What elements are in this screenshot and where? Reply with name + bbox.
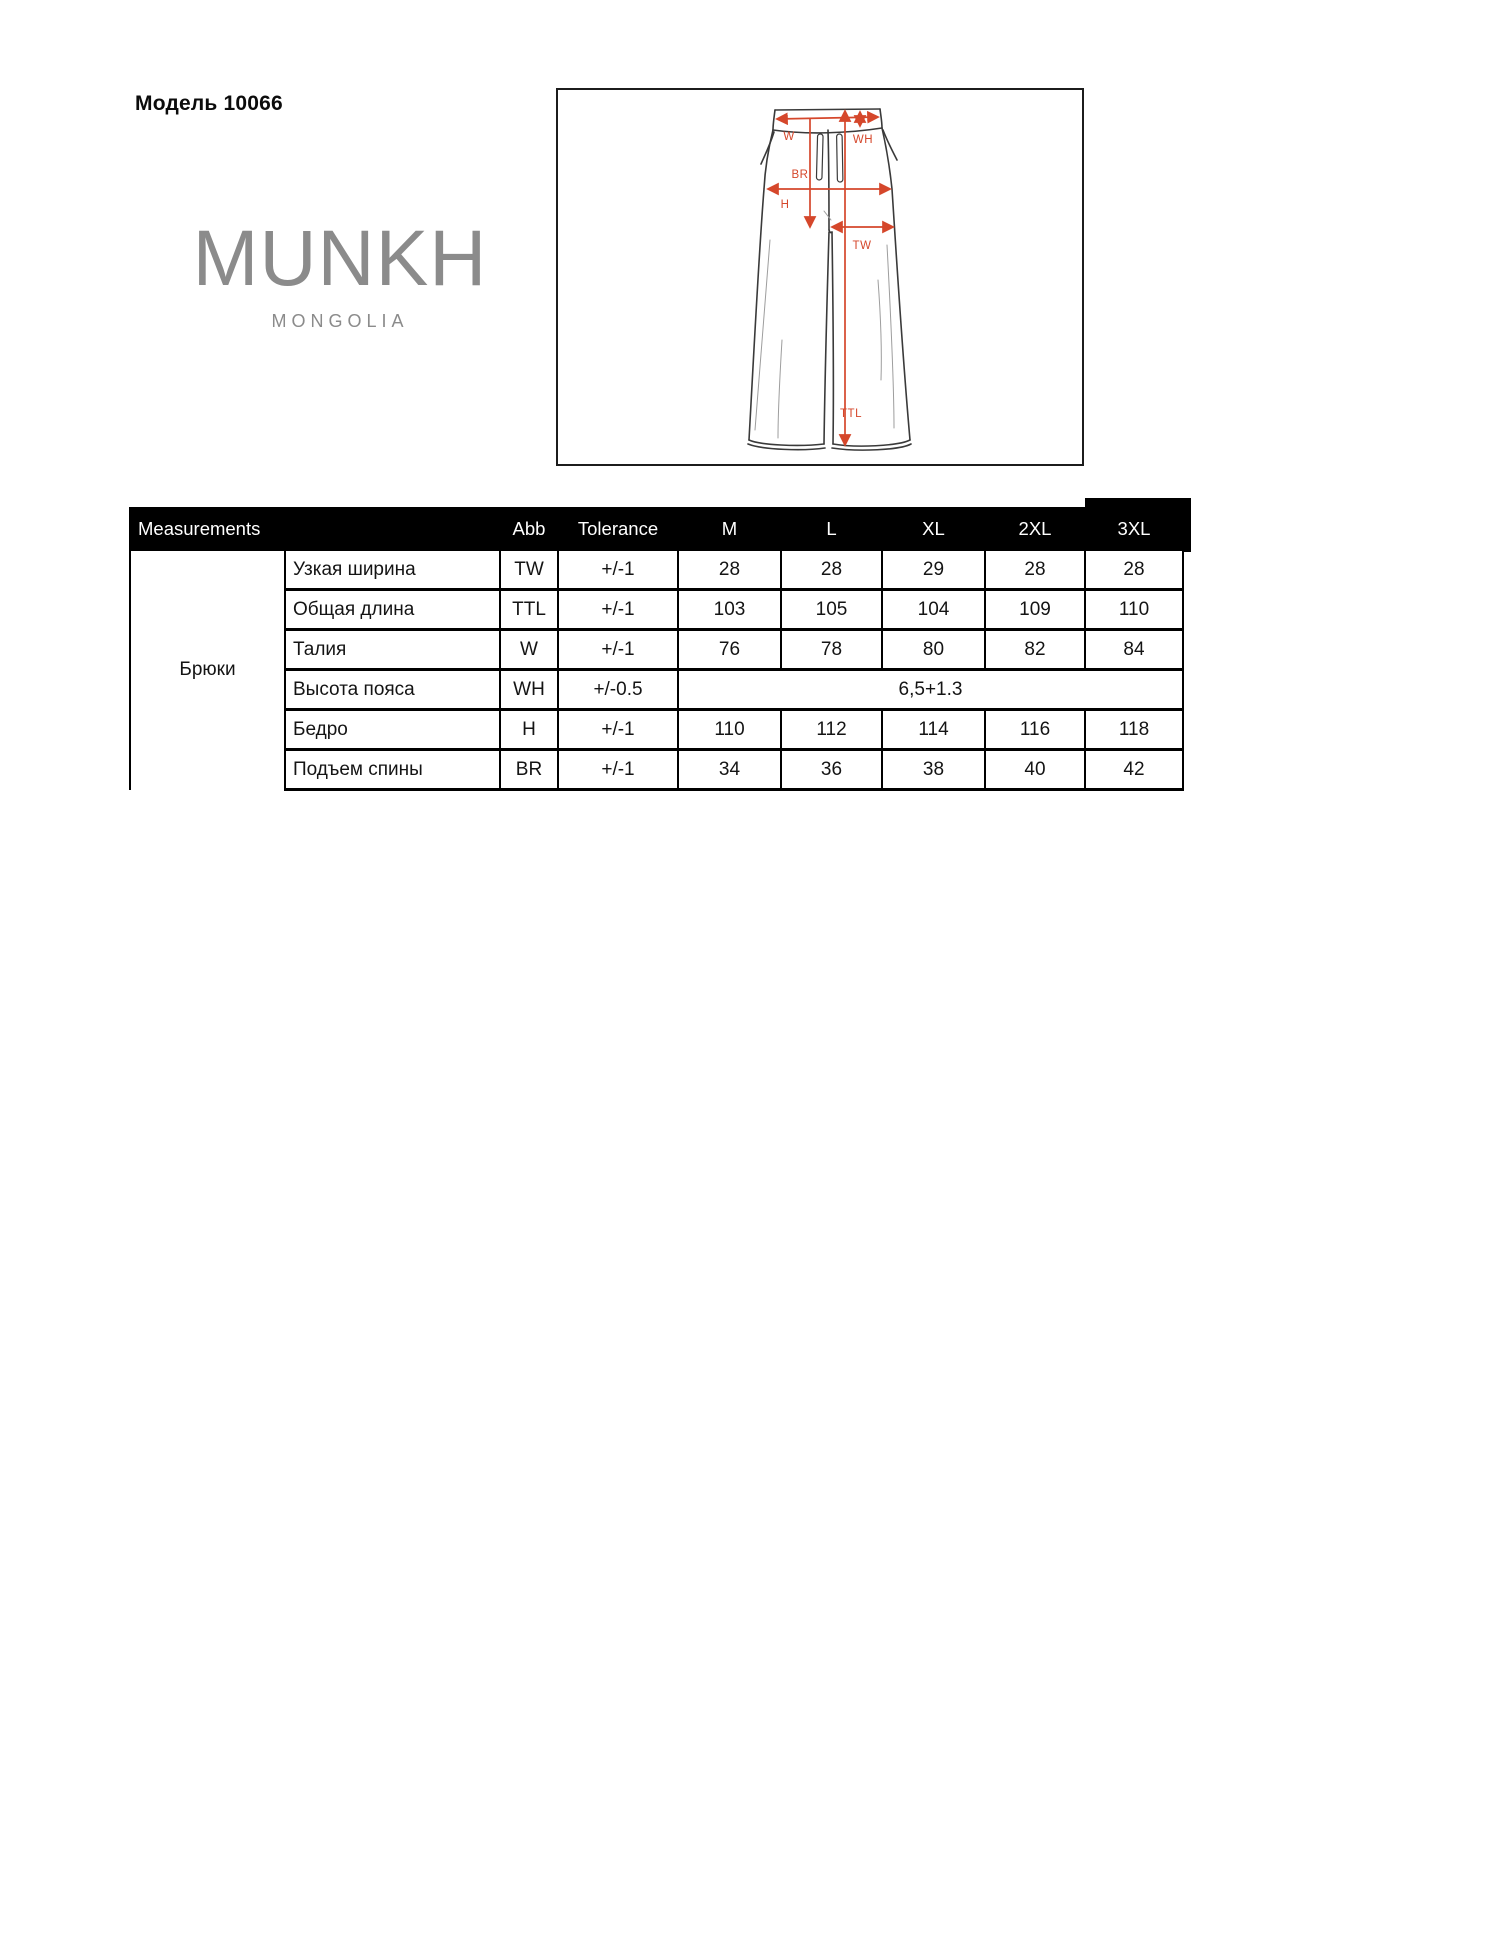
waist-label: W [783, 131, 795, 143]
waistband-height-label: WH [852, 134, 874, 146]
value-cell: 34 [678, 750, 781, 790]
measurement-annotations [768, 111, 893, 445]
row-name-cell: Талия [285, 630, 500, 670]
brand-logo: MUNKH [192, 213, 488, 302]
value-cell: 82 [985, 630, 1085, 670]
brand-subtitle: MONGOLIA [271, 311, 409, 331]
tolerance-cell: +/-1 [558, 710, 678, 750]
value-cell: 78 [781, 630, 882, 670]
col-header-m: M [678, 508, 781, 550]
table-row [130, 550, 1183, 590]
group-label-cell: Брюки [130, 550, 285, 790]
table-row [130, 750, 1183, 790]
value-cell: 110 [1085, 590, 1183, 630]
tolerance-cell: +/-0.5 [558, 670, 678, 710]
col-header-tolerance: Tolerance [558, 508, 678, 550]
table-row [130, 670, 1183, 710]
back-rise-label: BR [791, 169, 809, 181]
total-length-label: TTL [840, 408, 862, 420]
value-cell: 36 [781, 750, 882, 790]
value-cell: 103 [678, 590, 781, 630]
value-cell: 84 [1085, 630, 1183, 670]
value-cell: 110 [678, 710, 781, 750]
value-cell: 114 [882, 710, 985, 750]
col-header-l: L [781, 508, 882, 550]
tolerance-cell: +/-1 [558, 750, 678, 790]
pants-outline [748, 109, 911, 450]
thigh-width-label: TW [852, 240, 872, 252]
tolerance-cell: +/-1 [558, 630, 678, 670]
abb-cell: H [500, 710, 558, 750]
col-header-measurements: Measurements [130, 508, 500, 550]
abb-cell: BR [500, 750, 558, 790]
tolerance-cell: +/-1 [558, 590, 678, 630]
value-cell: 112 [781, 710, 882, 750]
table-row [130, 630, 1183, 670]
hip-label: H [780, 199, 790, 211]
tolerance-cell: +/-1 [558, 550, 678, 590]
drawstring-cords [816, 134, 843, 182]
abb-cell: TW [500, 550, 558, 590]
value-cell: 38 [882, 750, 985, 790]
thigh-width-arrow [832, 227, 893, 252]
value-cell: 104 [882, 590, 985, 630]
row-name-cell: Бедро [285, 710, 500, 750]
table-row [130, 710, 1183, 750]
col-header-2xl: 2XL [985, 508, 1085, 550]
total-length-arrow [840, 111, 862, 445]
value-cell: 28 [1085, 550, 1183, 590]
value-cell: 28 [678, 550, 781, 590]
value-cell: 40 [985, 750, 1085, 790]
col-header-3xl: 3XL [1085, 508, 1183, 550]
col-header-xl: XL [882, 508, 985, 550]
row-name-cell: Высота пояса [285, 670, 500, 710]
value-cell: 42 [1085, 750, 1183, 790]
value-cell: 29 [882, 550, 985, 590]
table-row [130, 590, 1183, 630]
row-name-cell: Подъем спины [285, 750, 500, 790]
brand-block [192, 213, 488, 332]
value-cell: 118 [1085, 710, 1183, 750]
abb-cell: WH [500, 670, 558, 710]
col-header-abb: Abb [500, 508, 558, 550]
table-header-row [130, 508, 1183, 550]
technical-drawing-box [556, 88, 1084, 466]
value-cell: 28 [985, 550, 1085, 590]
value-cell: 109 [985, 590, 1085, 630]
value-cell: 116 [985, 710, 1085, 750]
value-cell: 28 [781, 550, 882, 590]
row-name-cell: Узкая ширина [285, 550, 500, 590]
pants-technical-drawing [558, 90, 1082, 464]
page-title: Модель 10066 [135, 92, 283, 115]
merged-value-cell: 6,5+1.3 [678, 670, 1183, 710]
value-cell: 80 [882, 630, 985, 670]
value-cell: 105 [781, 590, 882, 630]
measurements-table-wrap [129, 507, 1184, 791]
row-name-cell: Общая длина [285, 590, 500, 630]
abb-cell: W [500, 630, 558, 670]
abb-cell: TTL [500, 590, 558, 630]
value-cell: 76 [678, 630, 781, 670]
measurements-table [129, 507, 1184, 791]
